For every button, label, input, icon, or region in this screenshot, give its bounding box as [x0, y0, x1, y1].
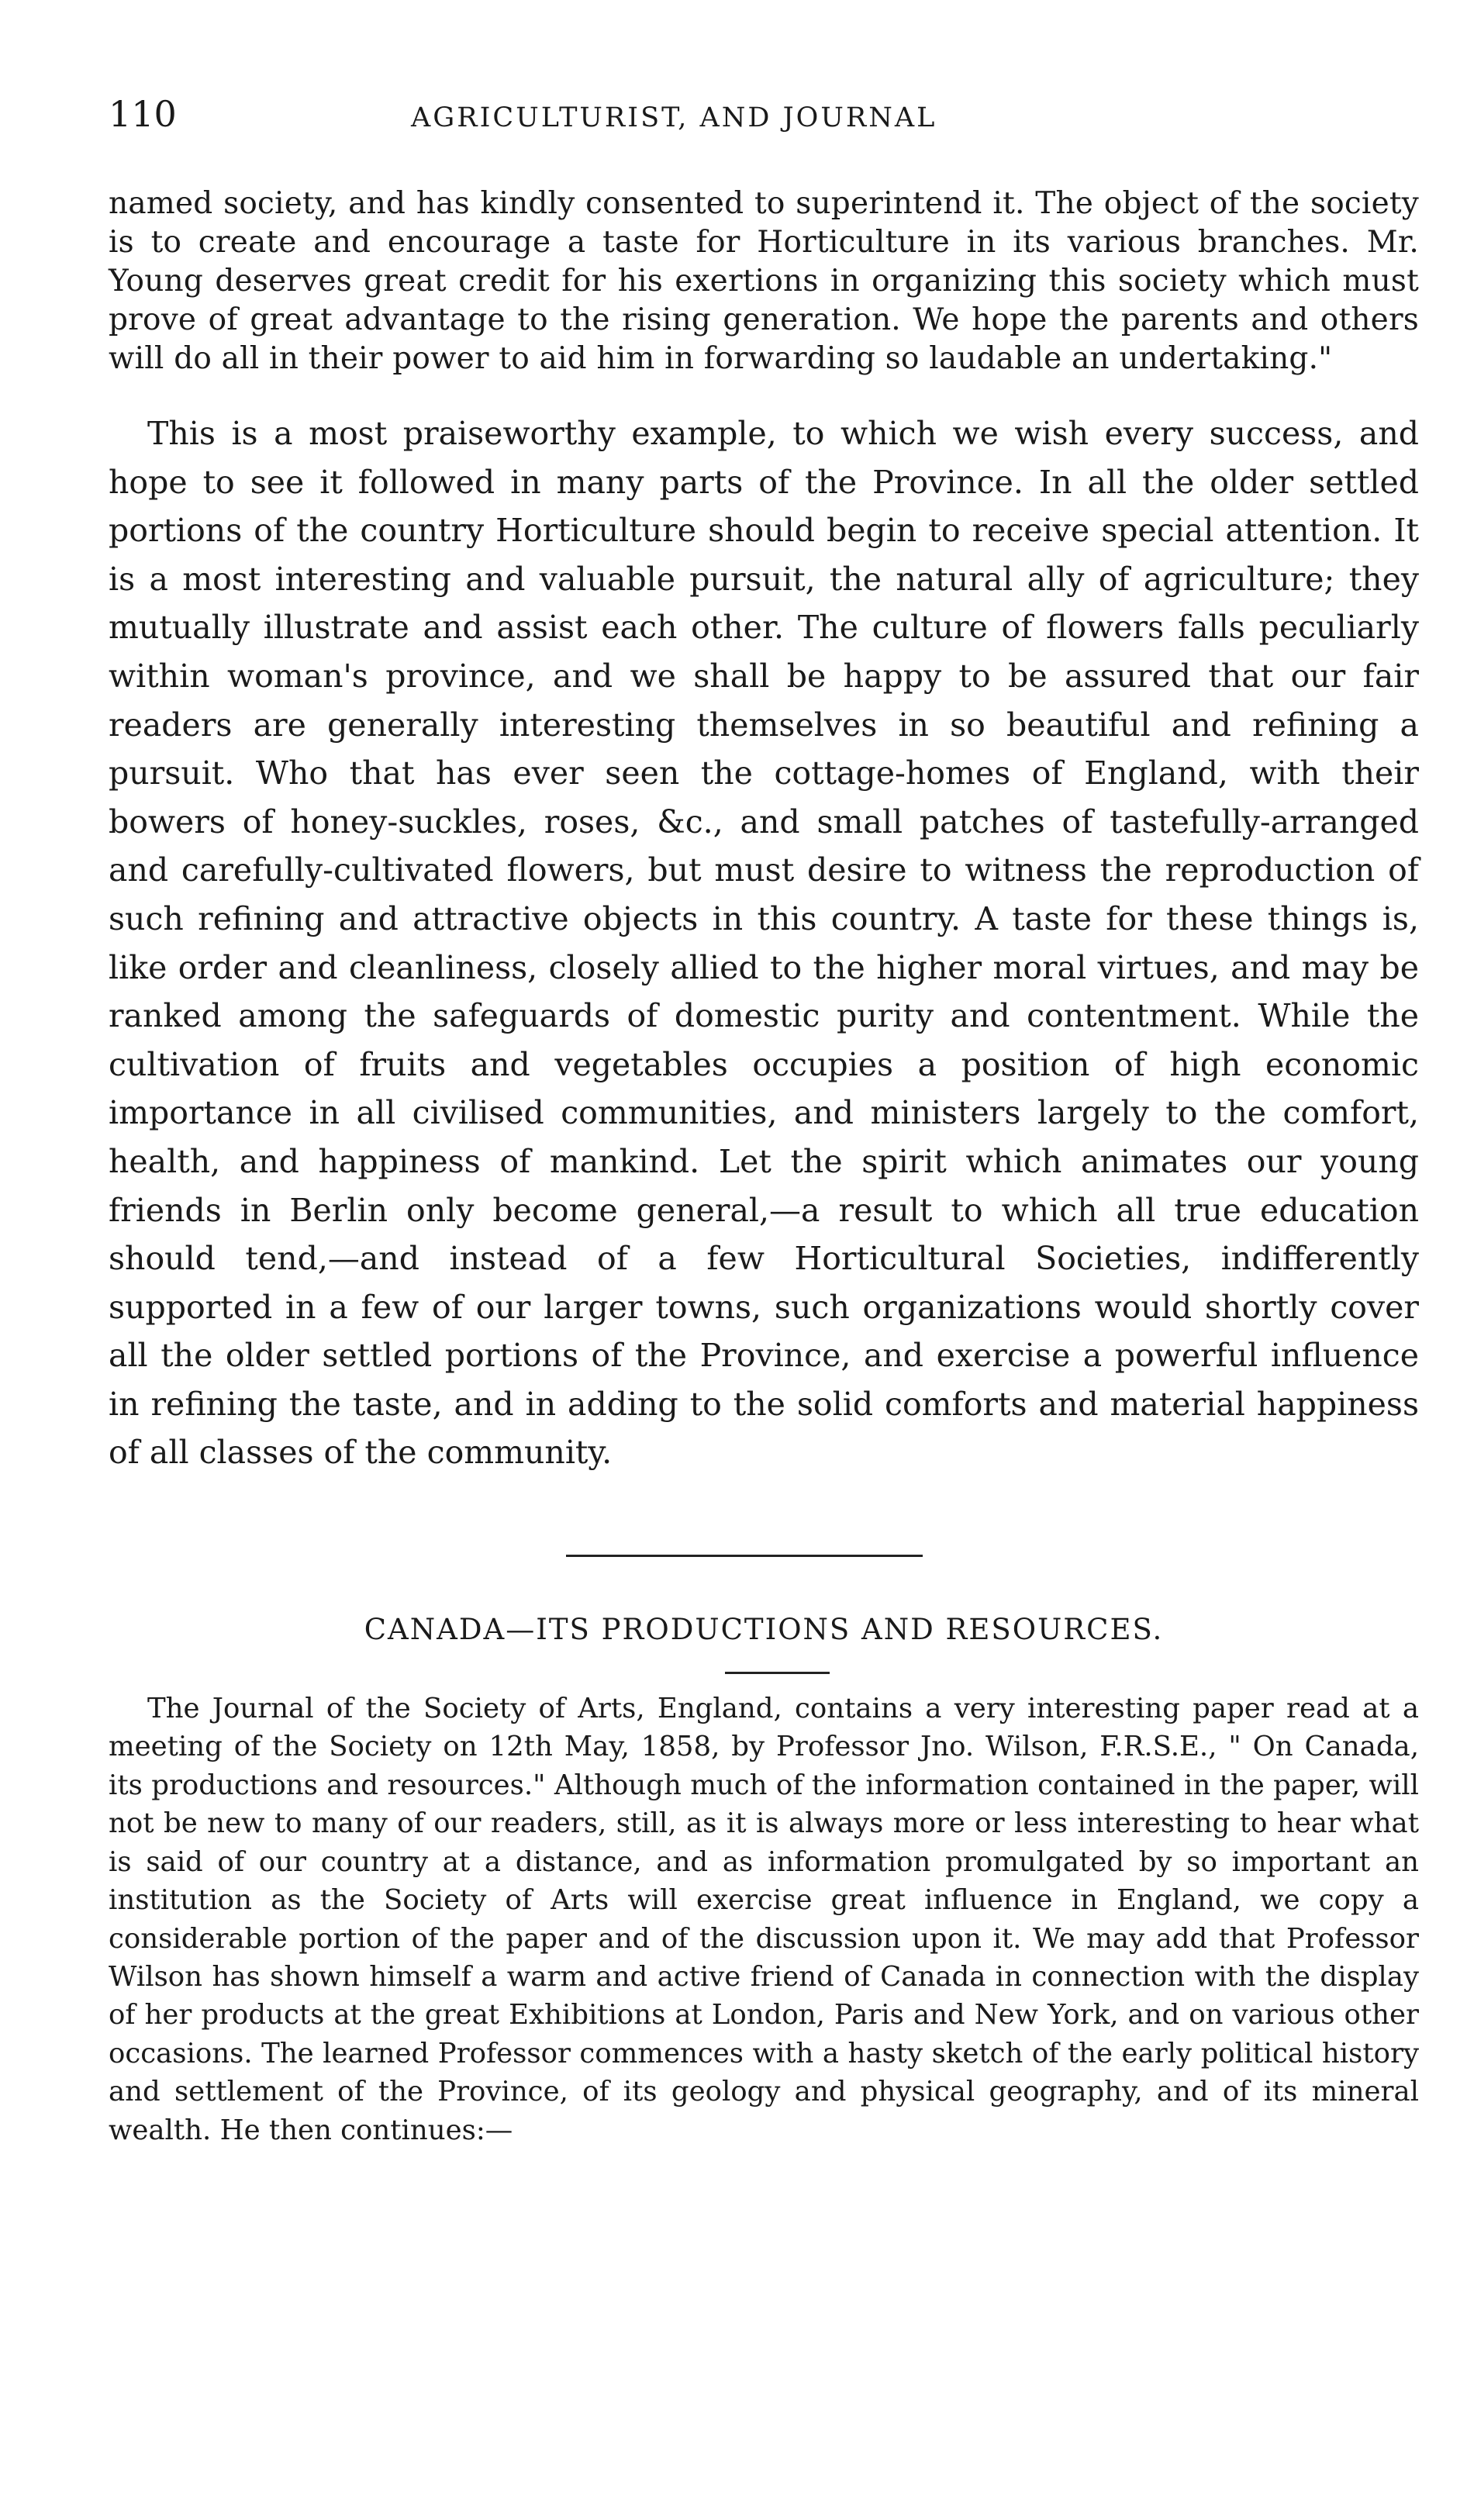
section-paragraph: The Journal of the Society of Arts, England, contains a very interesting paper read at a meeting of the Society on 12th May, 1858, by Professor Jno. Wilson, F.R.S.E., " On Canada, its productions and resources." Although much of the information contained in the paper, will not be new to many of our readers, still, as it is always more or less interesting to hear what is said of our country at a distance, and as information promulgated by so important an institution as the Society of Arts will exercise great influence in England, we copy a considerable portion of the paper and of the discussion upon it. We may add that Professor Wilson has shown himself a warm and active friend of Canada in connection with the display of her products at the great Exhibitions at London, Paris and New York, and on various other occasions. The learned Professor commences with a hasty sketch of the early political history and settlement of the Province, of its geology and physical geography, and of its mineral wealth. He then continues:— — [109, 1693, 1419, 2146]
section-divider — [566, 1555, 923, 1557]
quote-paragraph: named society, and has kindly consented to superintend it. The object of the society is to create and encourage a taste for Horticulture in its various branches. Mr. Young deserves great credit for his exertions in organizing this society which must prove of great advantage to the rising generation. We hope the parents and others will do all in their power to aid him in forwarding so laudable an undertaking." — [109, 186, 1419, 376]
page-number: 110 — [109, 93, 177, 135]
running-title: AGRICULTURIST, AND JOURNAL — [411, 102, 937, 133]
main-paragraph: This is a most praiseworthy example, to which we wish every success, and hope to see it followed in many parts of the Province. In all the older settled portions of the country Horticulture should begin to receive special attention. It is a most interesting and valuable pursuit, the natural ally of agriculture; they mutually illustrate and assist each other. The culture of flowers falls peculiarly within woman's province, and we shall be happy to be assured that our fair readers are generally interesting themselves in so beautiful and refining a pursuit. Who that has ever seen the cottage-homes of England, with their bowers of honey-suckles, roses, &c., and small patches of tastefully-arranged and carefully-cultivated flowers, but must desire to witness the reproduction of such refining and attractive objects in this country. A taste for these things is, like order and cleanliness, closely allied to the higher moral virtues, and may be ranked among the safeguards of domestic purity and contentment. While the cultivation of fruits and vegetables occupies a position of high economic importance in all civilised communities, and ministers largely to the comfort, health, and happiness of mankind. Let the spirit which animates our young friends in Berlin only become general,—a result to which all true education should tend,—and instead of a few Horticultural Societies, indifferently supported in a few of our larger towns, such organizations would shortly cover all the older settled portions of the Province, and exercise a powerful influence in refining the taste, and in adding to the solid comforts and material happiness of all classes of the community. — [109, 415, 1419, 1472]
page-header — [109, 93, 1419, 155]
section-title: CANADA—ITS PRODUCTIONS AND RESOURCES. — [364, 1613, 1164, 1647]
document-page — [109, 93, 1419, 2149]
title-underline — [725, 1672, 830, 1674]
